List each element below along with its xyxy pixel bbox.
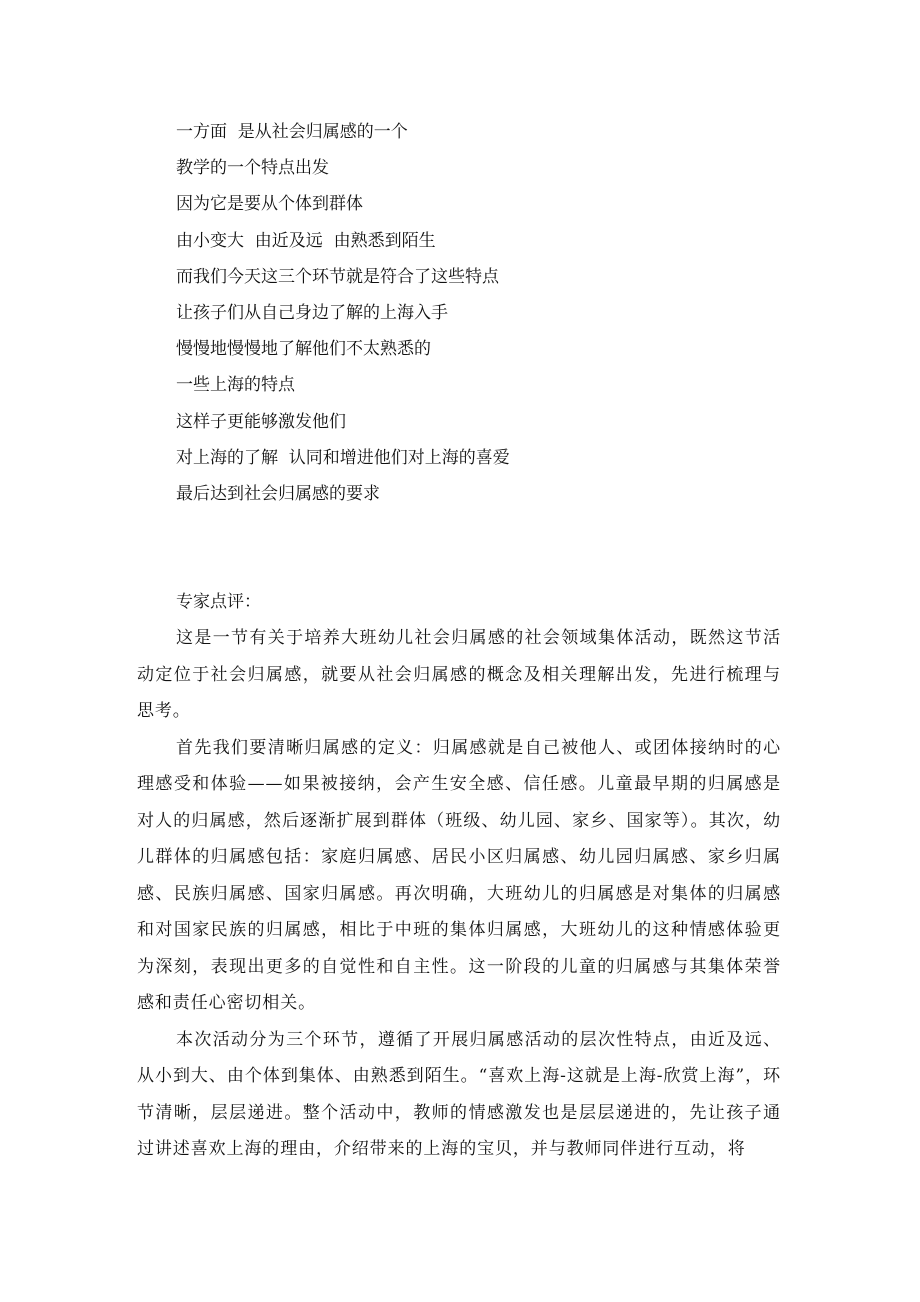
transcript-line: 一些上海的特点 <box>176 375 295 396</box>
review-paragraph-3: 本次活动分为三个环节，遵循了开展归属感活动的层次性特点，由近及远、从小到大、由个体到集体、由熟悉到陌生。“喜欢上海-这就是上海-欣赏上海”，环节清晰，层层递进。整个活动中，教师的情感激发也是层层递进的，先让孩子通过讲述喜欢上海的理由，介绍带来的上海的宝贝，并与教师同伴进行互动，将 <box>137 1029 781 1160</box>
expert-review-title: 专家点评： <box>176 592 261 612</box>
transcript-line: 对上海的了解 认同和增进他们对上海的喜爱 <box>176 447 510 468</box>
transcript-line: 这样子更能够激发他们 <box>176 411 346 432</box>
transcript-line: 让孩子们从自己身边了解的上海入手 <box>176 302 448 323</box>
expert-review <box>137 584 781 1168</box>
transcript-line: 一方面 是从社会归属感的一个 <box>176 122 408 142</box>
transcript-line: 最后达到社会归属感的要求 <box>176 483 380 504</box>
transcript-line: 由小变大 由近及远 由熟悉到陌生 <box>176 230 436 251</box>
transcript-lines <box>176 114 776 512</box>
transcript-line: 慢慢地慢慢地了解他们不太熟悉的 <box>176 339 431 360</box>
review-paragraph-2: 首先我们要清晰归属感的定义：归属感就是自己被他人、或团体接纳时的心理感受和体验——如果被接纳，会产生安全感、信任感。儿童最早期的归属感是对人的归属感，然后逐渐扩展到群体（班级、幼儿园、家乡、国家等）。其次，幼儿群体的归属感包括：家庭归属感、居民小区归属感、幼儿园归属感、家乡归属感、民族归属感、国家归属感。再次明确，大班幼儿的归属感是对集体的归属感和对国家民族的归属感，相比于中班的集体归属感，大班幼儿的这种情感体验更为深刻，表现出更多的自觉性和自主性。这一阶段的儿童的归属感与其集体荣誉感和责任心密切相关。 <box>137 737 781 1014</box>
transcript-line: 教学的一个特点出发 <box>176 158 329 179</box>
transcript-line: 因为它是要从个体到群体 <box>176 194 363 215</box>
review-paragraph-1: 这是一节有关于培养大班幼儿社会归属感的社会领域集体活动，既然这节活动定位于社会归属感，就要从社会归属感的概念及相关理解出发，先进行梳理与思考。 <box>137 628 781 722</box>
transcript-line: 而我们今天这三个环节就是符合了这些特点 <box>176 266 499 287</box>
